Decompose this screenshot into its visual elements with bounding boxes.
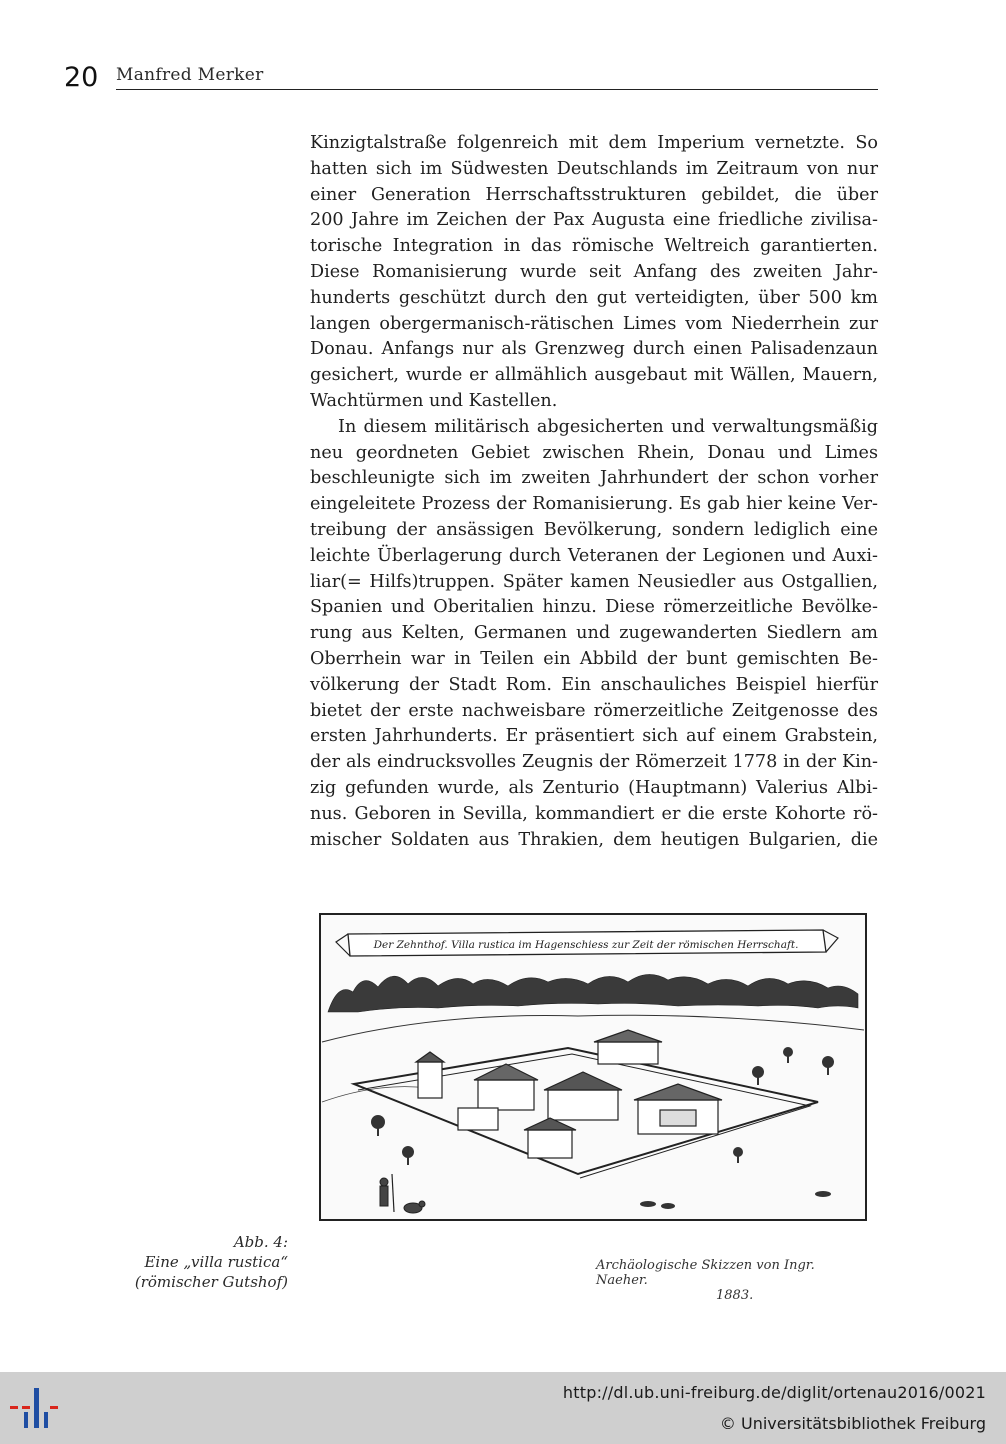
text-line: langen obergermanisch-rätischen Limes vom Niederrhein zur — [310, 313, 878, 334]
text-line: gesichert, wurde er allmählich ausgebaut mit Wällen, Mauern, — [310, 365, 878, 386]
artist-signature — [596, 1258, 866, 1303]
text-line: torische Integration in das römische Weltreich garantierten. — [310, 236, 878, 257]
library-footer — [0, 1372, 1006, 1444]
header-rule — [116, 89, 878, 90]
text-line: Oberrhein war in Teilen ein Abbild der bunt gemischten Be- — [310, 648, 878, 669]
caption-title: Eine „villa rustica“ — [144, 1253, 288, 1271]
caption-subtitle: (römischer Gutshof) — [134, 1273, 288, 1291]
text-line: der als eindrucksvolles Zeugnis der Römerzeit 1778 in der Kin- — [310, 752, 878, 773]
text-line: eingeleitete Prozess der Romanisierung. Es gab hier keine Ver- — [310, 494, 878, 515]
text-line: leichte Überlagerung durch Veteranen der Legionen und Auxi- — [310, 545, 878, 566]
villa-rustica-illustration — [318, 912, 868, 1222]
text-line: mischer Soldaten aus Thrakien, dem heutigen Bulgarien, die — [310, 829, 878, 850]
copyright-notice: © Universitätsbibliothek Freiburg — [719, 1414, 986, 1433]
text-line: neu geordneten Gebiet zwischen Rhein, Donau und Limes — [310, 442, 878, 463]
caption-label: Abb. 4: — [233, 1233, 288, 1251]
text-line: Donau. Anfangs nur als Grenzweg durch einen Palisadenzaun — [310, 339, 878, 360]
signature-year: 1883. — [716, 1288, 754, 1303]
text-line: rung aus Kelten, Germanen und zugewanderten Siedlern am — [310, 623, 878, 644]
banner-text: Der Zehnthof. Villa rustica im Hagenschiess zur Zeit der römischen Herrschaft. — [373, 939, 799, 951]
figure-caption — [60, 1232, 288, 1292]
text-line: zig gefunden wurde, als Zenturio (Hauptmann) Valerius Albi- — [310, 777, 878, 798]
text-line: Spanien und Oberitalien hinzu. Diese römerzeitliche Bevölke- — [310, 597, 878, 618]
library-logo-icon — [10, 1382, 64, 1432]
text-line: Kinzigtalstraße folgenreich mit dem Imperium vernetzte. So — [310, 133, 878, 153]
text-line: beschleunigte sich im zweiten Jahrhundert der schon vorher — [310, 468, 878, 489]
text-line: nus. Geboren in Sevilla, kommandiert er die erste Kohorte rö- — [310, 803, 878, 824]
signature-text: Archäologische Skizzen von Ingr. Naeher. — [596, 1258, 815, 1288]
text-line: Wachtürmen und Kastellen. — [310, 390, 558, 411]
text-line: 200 Jahre im Zeichen der Pax Augusta eine friedliche zivilisa- — [310, 210, 878, 231]
text-line: völkerung der Stadt Rom. Ein anschauliches Beispiel hierfür — [310, 674, 878, 695]
body-text — [310, 131, 878, 853]
page-number: 20 — [64, 62, 99, 93]
text-line: hatten sich im Südwesten Deutschlands im Zeitraum von nur — [310, 158, 878, 179]
text-line: einer Generation Herrschaftsstrukturen gebildet, die über — [310, 184, 878, 205]
text-line: treibung der ansässigen Bevölkerung, sondern lediglich eine — [310, 519, 878, 540]
text-line: ersten Jahrhunderts. Er präsentiert sich auf einem Grabstein, — [310, 726, 878, 747]
text-line: liar(= Hilfs)truppen. Später kamen Neusiedler aus Ostgallien, — [310, 571, 878, 592]
text-line: hunderts geschützt durch den gut verteidigten, über 500 km — [310, 287, 878, 308]
text-line: In diesem militärisch abgesicherten und verwaltungsmäßig — [338, 416, 878, 437]
page-header — [60, 62, 878, 93]
running-author: Manfred Merker — [116, 65, 264, 85]
text-line: bietet der erste nachweisbare römerzeitliche Zeitgenosse des — [310, 700, 878, 721]
permalink-url[interactable]: http://dl.ub.uni-freiburg.de/diglit/ortenau2016/0021 — [562, 1383, 986, 1402]
text-line: Diese Romanisierung wurde seit Anfang des zweiten Jahr- — [310, 261, 878, 282]
title-banner — [336, 930, 838, 956]
